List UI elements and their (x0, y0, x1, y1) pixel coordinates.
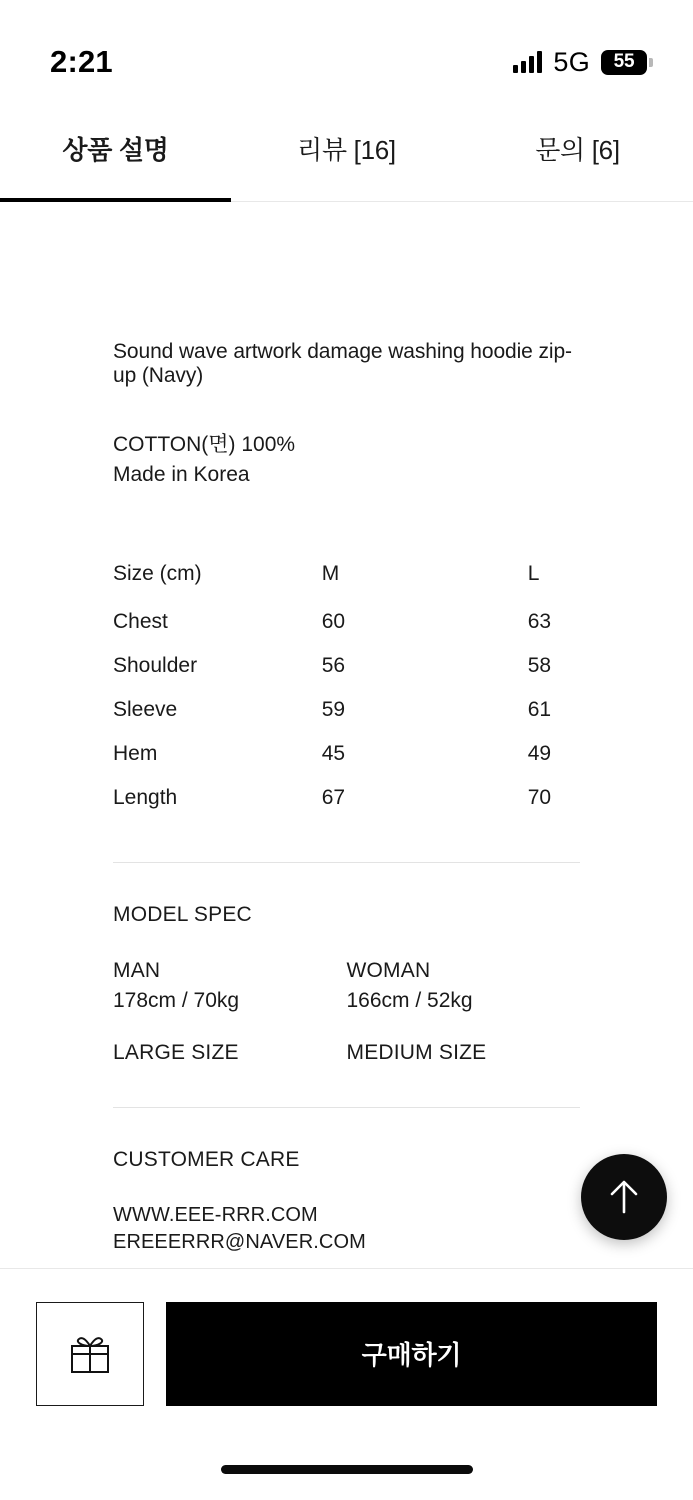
size-header-m: M (321, 562, 340, 585)
tab-product-description[interactable]: 상품 설명 (0, 104, 231, 201)
size-table (113, 552, 581, 820)
status-time: 2:21 (50, 44, 113, 79)
size-row-m: 56 (321, 654, 346, 677)
battery-level-label: 55 (613, 51, 635, 72)
divider (113, 1107, 580, 1108)
home-indicator-area (0, 1438, 693, 1500)
model-spec-woman-size: MEDIUM SIZE (346, 1041, 487, 1064)
gift-button[interactable] (36, 1302, 144, 1406)
tab-bar (0, 104, 693, 202)
model-spec-man-size: LARGE SIZE (113, 1041, 239, 1064)
material-info (113, 430, 580, 490)
table-row (113, 688, 581, 732)
model-spec-woman-label: WOMAN (346, 959, 431, 982)
home-indicator[interactable] (221, 1465, 473, 1474)
bottom-action-bar (0, 1268, 693, 1438)
divider (113, 862, 580, 863)
model-spec-man-measurements: 178cm / 70kg (113, 989, 240, 1012)
model-spec-block (0, 903, 693, 1065)
table-row (113, 776, 581, 820)
size-row-label: Shoulder (113, 654, 198, 677)
size-row-label: Chest (113, 610, 168, 633)
product-description-content (0, 202, 693, 1268)
scroll-to-top-button[interactable] (581, 1154, 667, 1240)
table-row (113, 644, 581, 688)
model-spec-size-row (113, 1041, 580, 1065)
model-spec-woman-measurements: 166cm / 52kg (346, 989, 473, 1012)
table-row (113, 732, 581, 776)
size-row-l: 63 (527, 610, 552, 633)
status-bar (0, 0, 693, 104)
size-row-l: 61 (527, 698, 552, 721)
model-spec-woman (347, 959, 581, 1013)
size-row-l: 70 (527, 786, 552, 809)
model-spec-man-label: MAN (113, 959, 161, 982)
gift-icon (67, 1330, 113, 1378)
size-row-label: Hem (113, 742, 158, 765)
model-spec-grid (113, 959, 580, 1013)
status-indicators (513, 47, 647, 78)
size-row-m: 59 (321, 698, 346, 721)
size-row-l: 49 (527, 742, 552, 765)
customer-care-website[interactable]: WWW.EEE-RRR.COM (113, 1204, 318, 1226)
table-row (113, 600, 581, 644)
size-row-m: 67 (321, 786, 346, 809)
size-row-label: Sleeve (113, 698, 178, 721)
size-row-m: 45 (321, 742, 346, 765)
size-header-l: L (527, 562, 540, 585)
arrow-up-icon (606, 1177, 642, 1217)
size-row-l: 58 (527, 654, 552, 677)
size-header-label: Size (cm) (113, 562, 202, 585)
customer-care-email[interactable]: EREEERRR@NAVER.COM (113, 1231, 366, 1253)
customer-care-links (113, 1202, 580, 1256)
model-spec-title: MODEL SPEC (113, 903, 252, 926)
model-spec-man (113, 959, 347, 1013)
tab-inquiries[interactable]: 문의 [6] (535, 135, 620, 165)
size-row-m: 60 (321, 610, 346, 633)
tab-reviews[interactable]: 리뷰 [16] (297, 135, 396, 165)
size-table-header-row (113, 552, 581, 596)
network-type-label: 5G (553, 46, 590, 77)
origin-country: Made in Korea (113, 463, 250, 486)
battery-cap (649, 58, 653, 67)
battery-icon (601, 50, 647, 75)
product-title: Sound wave artwork damage washing hoodie zip-up (Navy) (113, 340, 572, 387)
buy-button[interactable]: 구매하기 (166, 1302, 657, 1406)
description-block (0, 340, 693, 820)
customer-care-title: CUSTOMER CARE (113, 1148, 300, 1171)
material-composition: COTTON(면) 100% (113, 433, 296, 456)
size-row-label: Length (113, 786, 178, 809)
signal-bars-icon (513, 51, 542, 73)
